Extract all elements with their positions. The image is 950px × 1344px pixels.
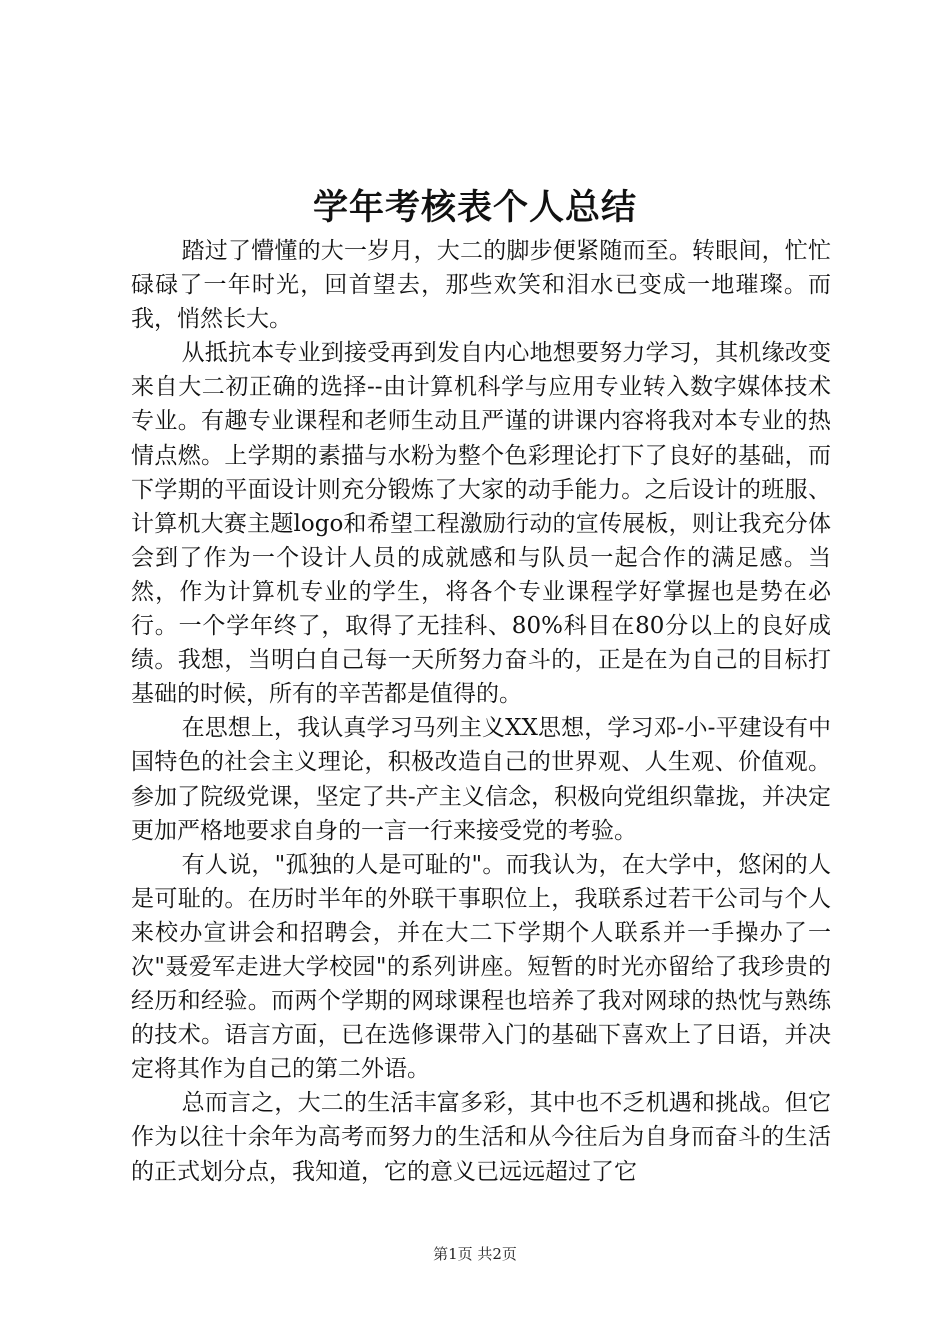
document-title: 学年考核表个人总结 (312, 188, 637, 228)
paragraph-3: 在思想上，我认真学习马列主义XX思想，学习邓-小-平建设有中国特色的社会主义理论，积极改造自己的世界观、人生观、价值观。参加了院级党课，坚定了共-产主义信念，积极向党组织靠拢，并决定更加严格地要求自身的一言一行来接受党的考验。 (131, 715, 831, 844)
paragraph-5: 总而言之，大二的生活丰富多彩，其中也不乏机遇和挑战。但它作为以往十余年为高考而努力的生活和从今往后为自身而奋斗的生活的正式划分点，我知道，它的意义已远远超过了它 (131, 1090, 831, 1185)
document-body (131, 234, 831, 1189)
paragraph-2: 从抵抗本专业到接受再到发自内心地想要努力学习，其机缘改变来自大二初正确的选择--由计算机科学与应用专业转入数字媒体技术专业。有趣专业课程和老师生动且严谨的讲课内容将我对本专业的热情点燃。上学期的素描与水粉为整个色彩理论打下了良好的基础，而下学期的平面设计则充分锻炼了大家的动手能力。之后设计的班服、计算机大赛主题logo和希望工程激励行动的宣传展板，则让我充分体会到了作为一个设计人员的成就感和与队员一起合作的满足感。当然，作为计算机专业的学生，将各个专业课程学好掌握也是势在必行。一个学年终了，取得了无挂科、80%科目在80分以上的良好成绩。我想，当明白自己每一天所努力奋斗的，正是在为自己的目标打基础的时候，所有的辛苦都是值得的。 (131, 340, 831, 708)
paragraph-4: 有人说，"孤独的人是可耻的"。而我认为，在大学中，悠闲的人是可耻的。在历时半年的外联干事职位上，我联系过若干公司与个人来校办宣讲会和招聘会，并在大二下学期个人联系并一手操办了一次"聂爱军走进大学校园"的系列讲座。短暂的时光亦留给了我珍贵的经历和经验。而两个学期的网球课程也培养了我对网球的热忱与熟练的技术。语言方面，已在选修课带入门的基础下喜欢上了日语，并决定将其作为自己的第二外语。 (131, 851, 831, 1083)
page-number-footer: 第1页 共2页 (433, 1245, 517, 1263)
paragraph-1: 踏过了懵懂的大一岁月，大二的脚步便紧随而至。转眼间，忙忙碌碌了一年时光，回首望去，那些欢笑和泪水已变成一地璀璨。而我，悄然长大。 (131, 238, 831, 333)
